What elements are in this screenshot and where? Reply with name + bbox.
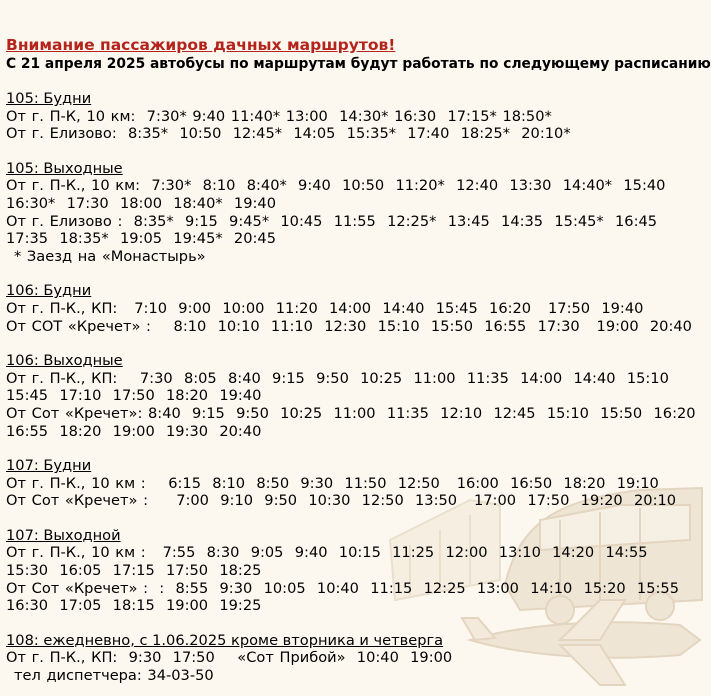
route-107-weekdays (6, 457, 698, 510)
route-105-weekend (6, 160, 698, 266)
route-heading: 108: ежедневно, с 1.06.2025 кроме вторника и четверга (6, 631, 444, 649)
route-heading: 107: Выходной (6, 526, 121, 544)
schedule-line: От г. Елизово: 8:35* 10:50 12:45* 14:05 15:35* 17:40 18:25* 20:10* (6, 125, 571, 143)
schedule-line: От СОТ «Кречет» : 8:10 10:10 11:10 12:30 15:10 15:50 16:55 17:30 19:00 20:40 (6, 317, 692, 335)
schedule-notice (6, 35, 711, 685)
route-106-weekdays (6, 282, 698, 335)
schedule-line: От Сот «Кречет» : : 8:55 9:30 10:05 10:40 11:15 12:25 13:00 14:10 15:20 15:55 16:30 17:05 18:15 19:00 19:25 (6, 579, 691, 615)
schedule-line: От г. Елизово : 8:35* 9:15 9:45* 10:45 11:55 12:25* 13:45 14:35 15:45* 16:45 17:35 18:35* 19:05 19:45* 20:45 (6, 212, 669, 248)
footnote: * Заезд на «Монастырь» (14, 247, 206, 265)
schedule-line: От г. П-К., КП: 7:30 8:05 8:40 9:15 9:50 10:25 11:00 11:35 14:00 14:40 15:10 15:45 17:10 17:50 18:20 19:40 (6, 369, 681, 405)
schedule-line: От г. П-К, 10 км: 7:30* 9:40 11:40* 13:00 14:30* 16:30 17:15* 18:50* (6, 107, 552, 125)
schedule-line: От г. П-К., КП: 9:30 17:50 «Сот Прибой» 10:40 19:00 (6, 649, 453, 667)
schedule-line: От г. П-К., 10 км : 6:15 8:10 8:50 9:30 11:50 12:50 16:00 16:50 18:20 19:10 (6, 474, 659, 492)
route-107-weekend (6, 527, 698, 615)
schedule-line: От г. П-К., КП: 7:10 9:00 10:00 11:20 14:00 14:40 15:45 16:20 17:50 19:40 (6, 299, 644, 317)
route-heading: 106: Будни (6, 282, 92, 300)
route-heading: 105: Выходные (6, 159, 123, 177)
schedule-line: От г. П-К., 10 км: 7:30* 8:10 8:40* 9:40 10:50 11:20* 12:40 13:30 14:40* 15:40 16:30* 17:30 18:00 18:40* 19:40 (6, 177, 677, 212)
notice-title: Внимание пассажиров дачных маршрутов! (6, 36, 396, 54)
schedule-line: От Сот «Кречет» : 7:00 9:10 9:50 10:30 12:50 13:50 17:00 17:50 19:20 20:10 (6, 492, 677, 510)
route-heading: 106: Выходные (6, 352, 123, 370)
dispatcher-phone: тел диспетчера: 34-03-50 (14, 667, 214, 685)
notice-subtitle: С 21 апреля 2025 автобусы по маршрутам будут работать по следующему расписанию (6, 56, 711, 72)
route-heading: 105: Будни (6, 90, 92, 107)
schedule-line: От Сот «Кречет»: 8:40 9:15 9:50 10:25 11:00 11:35 12:10 12:45 15:10 15:50 16:20 16:55 18:20 19:00 19:30 20:40 (6, 404, 707, 440)
route-106-weekend (6, 352, 707, 440)
schedule-line: От г. П-К., 10 км : 7:55 8:30 9:05 9:40 10:15 11:25 12:00 13:10 14:20 14:55 15:30 16:05 17:15 17:50 18:25 (6, 544, 659, 580)
route-105-weekdays (6, 90, 698, 143)
route-heading: 107: Будни (6, 457, 92, 475)
route-108-daily (6, 632, 698, 685)
